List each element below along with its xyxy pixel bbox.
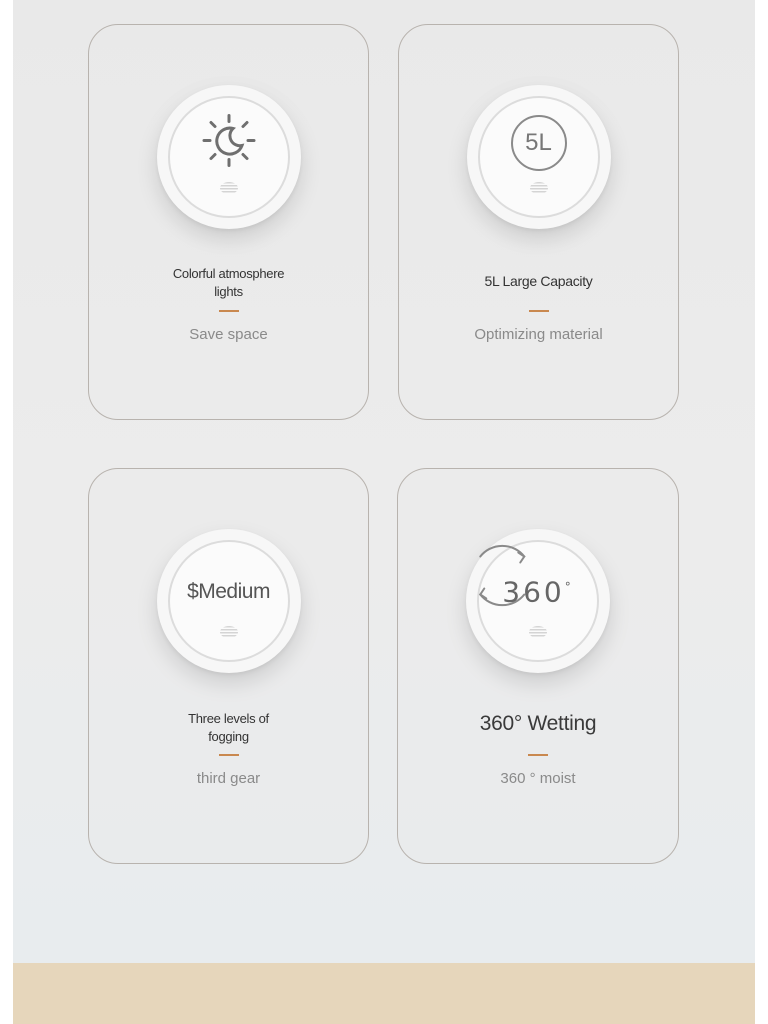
- card-subtitle: Optimizing material: [474, 326, 603, 343]
- feature-knob: [157, 529, 301, 673]
- card-subtitle: Save space: [189, 326, 268, 343]
- vent-icon: [220, 626, 238, 638]
- card-title: Colorful atmosphere lights: [172, 266, 285, 299]
- card-subtitle: third gear: [196, 770, 261, 787]
- card-title: Three levels of fogging: [188, 711, 269, 744]
- vent-icon: [220, 182, 238, 194]
- gear-icon-text: $Medium: [187, 579, 270, 603]
- capacity-5l-icon: [511, 115, 567, 171]
- feature-card-fogging-levels: [88, 468, 369, 864]
- vent-icon: [529, 626, 547, 638]
- accent-dash: [529, 310, 549, 312]
- vent-icon: [530, 182, 548, 194]
- card-subtitle: 360 ° moist: [500, 770, 576, 787]
- feature-card-360-wetting: [397, 468, 679, 864]
- feature-knob: [467, 85, 611, 229]
- rotate-icon-degree: °: [564, 579, 574, 594]
- feature-card-capacity: [398, 24, 679, 420]
- rotate-360-icon: [502, 575, 573, 608]
- rotate-icon-text: 360: [502, 575, 565, 609]
- accent-dash: [219, 310, 239, 312]
- card-title: 5L Large Capacity: [484, 273, 593, 289]
- feature-knob: [466, 529, 610, 673]
- footer-band: [13, 963, 755, 1024]
- accent-dash: [528, 754, 548, 756]
- feature-knob: [157, 85, 301, 229]
- medium-gear-icon: [187, 580, 270, 604]
- moon-sun-icon: [200, 111, 258, 174]
- card-title: 360° Wetting: [479, 712, 597, 735]
- feature-card-atmosphere-lights: [88, 24, 369, 420]
- accent-dash: [219, 754, 239, 756]
- capacity-icon-text: 5L: [525, 128, 552, 156]
